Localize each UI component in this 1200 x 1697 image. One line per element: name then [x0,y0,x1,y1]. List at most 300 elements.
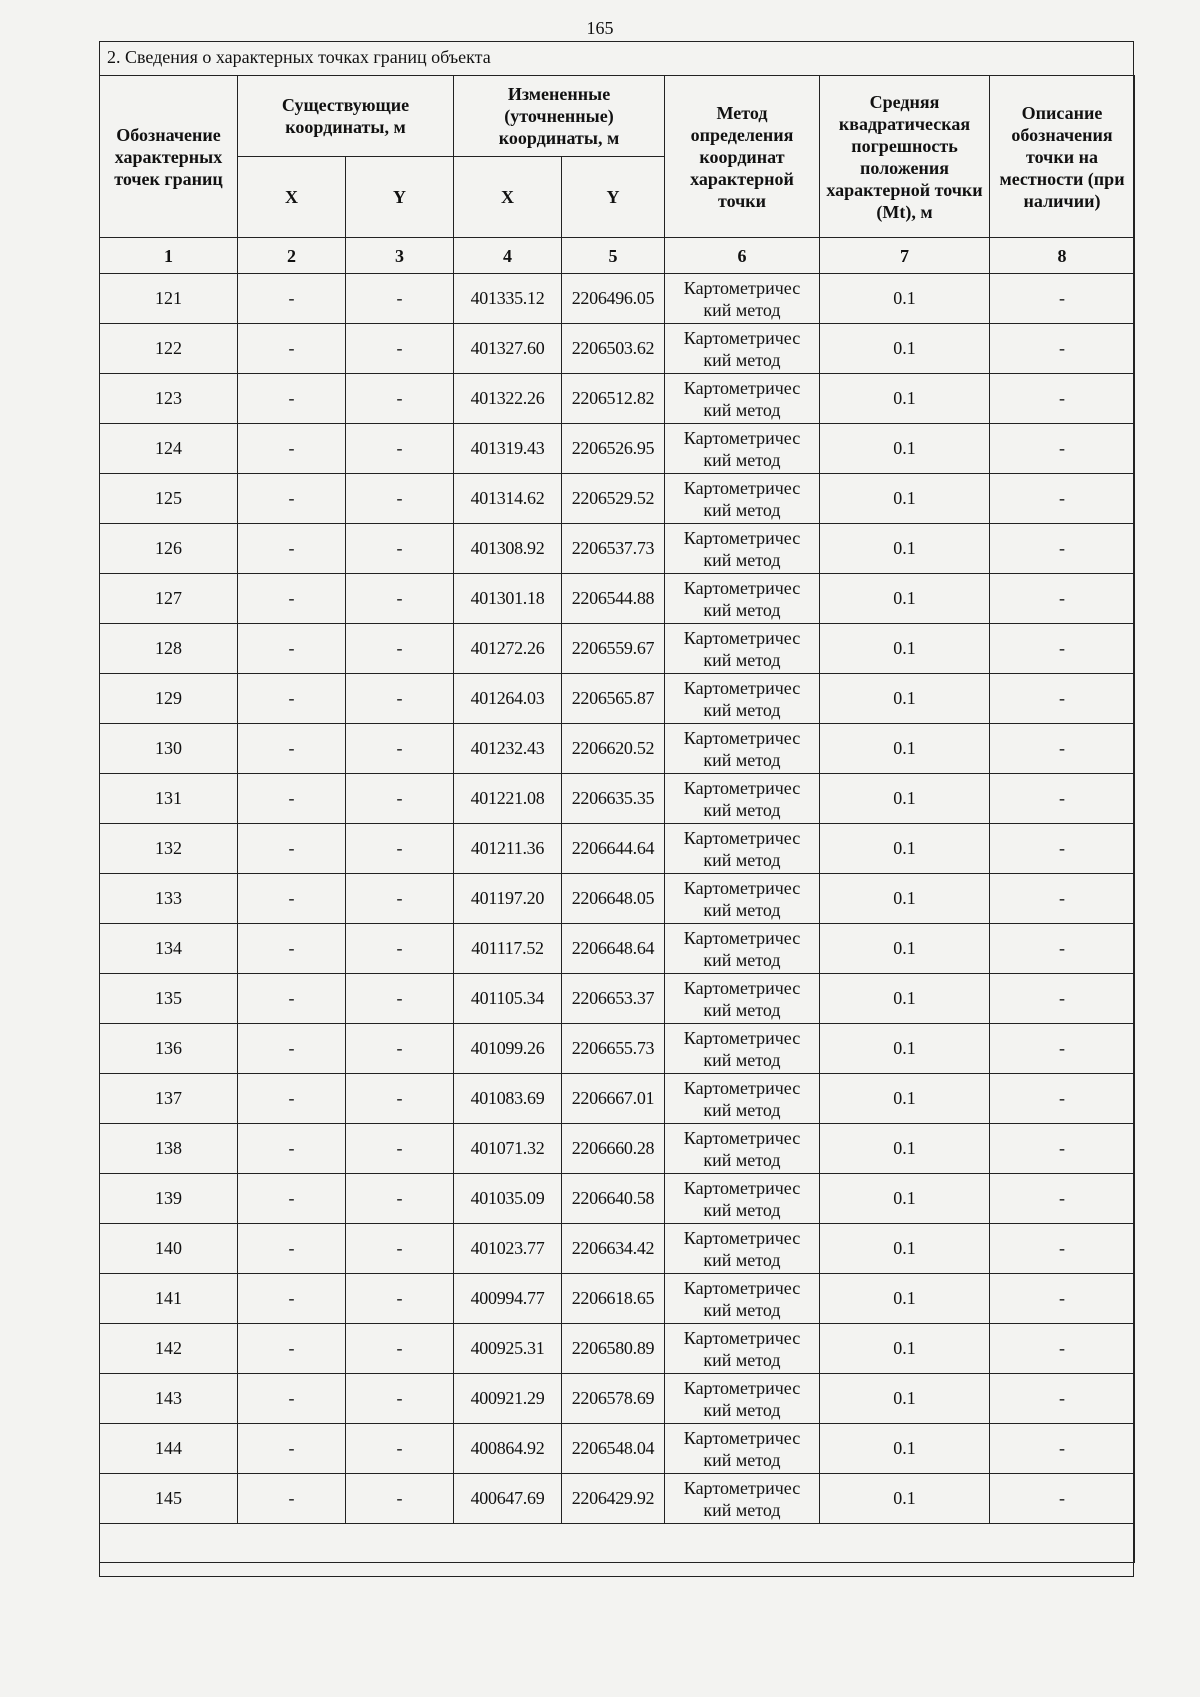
description-cell: - [990,1474,1135,1524]
method-cell [665,1124,820,1174]
method-text-line: Картометричес [683,1177,801,1198]
error-cell: 0.1 [820,1024,990,1074]
method-text-line: кий метод [703,1149,781,1170]
method-text-line: Картометричес [683,327,801,348]
point-number-cell: 122 [100,324,238,374]
table-row [100,1124,1135,1174]
existing-y-cell: - [346,424,454,474]
changed-y-cell: 2206618.65 [562,1274,665,1324]
point-number-cell: 143 [100,1374,238,1424]
table-row [100,1074,1135,1124]
existing-y-cell: - [346,1074,454,1124]
error-cell: 0.1 [820,1324,990,1374]
error-cell: 0.1 [820,874,990,924]
method-cell [665,1224,820,1274]
error-cell: 0.1 [820,1124,990,1174]
description-cell: - [990,724,1135,774]
changed-x-cell: 400994.77 [454,1274,562,1324]
method-text-line: кий метод [703,449,781,470]
table-row [100,1274,1135,1324]
point-number-cell: 128 [100,624,238,674]
method-text-line: Картометричес [683,927,801,948]
changed-y-cell: 2206559.67 [562,624,665,674]
changed-x-cell: 401105.34 [454,974,562,1024]
changed-x-cell: 401314.62 [454,474,562,524]
header-designation: Обозначение характерных точек границ [100,76,238,238]
existing-y-cell: - [346,1324,454,1374]
column-number: 8 [990,238,1135,274]
method-text-line: кий метод [703,949,781,970]
method-cell [665,424,820,474]
point-number-cell: 121 [100,274,238,324]
description-cell: - [990,874,1135,924]
error-cell: 0.1 [820,474,990,524]
changed-y-cell: 2206644.64 [562,824,665,874]
method-text-line: Картометричес [683,527,801,548]
existing-y-cell: - [346,274,454,324]
point-number-cell: 142 [100,1324,238,1374]
changed-y-cell: 2206529.52 [562,474,665,524]
changed-y-cell: 2206648.64 [562,924,665,974]
changed-x-cell: 401221.08 [454,774,562,824]
point-number-cell: 125 [100,474,238,524]
method-text-line: кий метод [703,749,781,770]
method-text-line: Картометричес [683,427,801,448]
method-text-line: Картометричес [683,277,801,298]
point-number-cell: 139 [100,1174,238,1224]
table-header [100,76,1135,274]
error-cell: 0.1 [820,674,990,724]
existing-x-cell: - [238,1024,346,1074]
description-cell: - [990,1274,1135,1324]
header-description: Описание обозначения точки на местности (при наличии) [990,76,1135,238]
description-cell: - [990,474,1135,524]
description-cell: - [990,1324,1135,1374]
method-text-line: кий метод [703,549,781,570]
table-row [100,374,1135,424]
changed-y-cell: 2206429.92 [562,1474,665,1524]
error-cell: 0.1 [820,524,990,574]
method-text-line: кий метод [703,699,781,720]
method-text-line: кий метод [703,399,781,420]
point-number-cell: 144 [100,1424,238,1474]
existing-x-cell: - [238,574,346,624]
changed-y-cell: 2206496.05 [562,274,665,324]
method-text-line: кий метод [703,1249,781,1270]
point-number-cell: 140 [100,1224,238,1274]
method-cell [665,1274,820,1324]
changed-y-cell: 2206660.28 [562,1124,665,1174]
changed-x-cell: 401099.26 [454,1024,562,1074]
changed-y-cell: 2206565.87 [562,674,665,724]
changed-y-cell: 2206653.37 [562,974,665,1024]
error-cell: 0.1 [820,974,990,1024]
point-number-cell: 131 [100,774,238,824]
method-text-line: кий метод [703,1199,781,1220]
header-existing-x: X [238,157,346,238]
error-cell: 0.1 [820,374,990,424]
table-row [100,1324,1135,1374]
existing-y-cell: - [346,324,454,374]
description-cell: - [990,1124,1135,1174]
existing-x-cell: - [238,474,346,524]
changed-y-cell: 2206548.04 [562,1424,665,1474]
method-cell [665,674,820,724]
existing-y-cell: - [346,624,454,674]
error-cell: 0.1 [820,424,990,474]
existing-y-cell: - [346,924,454,974]
description-cell: - [990,774,1135,824]
point-number-cell: 124 [100,424,238,474]
table-row [100,674,1135,724]
existing-y-cell: - [346,1274,454,1324]
changed-x-cell: 401264.03 [454,674,562,724]
point-number-cell: 130 [100,724,238,774]
existing-x-cell: - [238,1224,346,1274]
method-cell [665,924,820,974]
table-row [100,924,1135,974]
existing-y-cell: - [346,1474,454,1524]
table-row [100,1374,1135,1424]
existing-x-cell: - [238,274,346,324]
existing-x-cell: - [238,924,346,974]
method-cell [665,974,820,1024]
column-number: 4 [454,238,562,274]
table-body [100,274,1135,1563]
changed-x-cell: 401308.92 [454,524,562,574]
description-cell: - [990,974,1135,1024]
column-number: 1 [100,238,238,274]
method-cell [665,524,820,574]
existing-x-cell: - [238,1424,346,1474]
changed-x-cell: 401335.12 [454,274,562,324]
changed-y-cell: 2206537.73 [562,524,665,574]
table-row [100,874,1135,924]
existing-y-cell: - [346,1024,454,1074]
existing-x-cell: - [238,374,346,424]
page-number: 165 [586,18,614,38]
method-text-line: кий метод [703,499,781,520]
method-text-line: Картометричес [683,677,801,698]
point-number-cell: 135 [100,974,238,1024]
method-text-line: Картометричес [683,977,801,998]
header-existing-y: Y [346,157,454,238]
description-cell: - [990,524,1135,574]
column-number: 5 [562,238,665,274]
existing-y-cell: - [346,724,454,774]
changed-x-cell: 401035.09 [454,1174,562,1224]
header-changed-x: X [454,157,562,238]
existing-y-cell: - [346,524,454,574]
table-row [100,774,1135,824]
column-number: 2 [238,238,346,274]
method-cell [665,1174,820,1224]
changed-x-cell: 400864.92 [454,1424,562,1474]
description-cell: - [990,1424,1135,1474]
existing-y-cell: - [346,374,454,424]
changed-x-cell: 401327.60 [454,324,562,374]
changed-y-cell: 2206526.95 [562,424,665,474]
existing-x-cell: - [238,674,346,724]
description-cell: - [990,1074,1135,1124]
existing-y-cell: - [346,574,454,624]
point-number-cell: 129 [100,674,238,724]
changed-y-cell: 2206635.35 [562,774,665,824]
changed-x-cell: 401211.36 [454,824,562,874]
existing-x-cell: - [238,624,346,674]
changed-y-cell: 2206578.69 [562,1374,665,1424]
method-text-line: Картометричес [683,877,801,898]
existing-y-cell: - [346,1224,454,1274]
changed-x-cell: 401322.26 [454,374,562,424]
existing-x-cell: - [238,724,346,774]
table-row [100,274,1135,324]
table-row [100,824,1135,874]
table-row [100,974,1135,1024]
table-row [100,1474,1135,1524]
description-cell: - [990,1374,1135,1424]
changed-x-cell: 401301.18 [454,574,562,624]
existing-y-cell: - [346,674,454,724]
error-cell: 0.1 [820,1374,990,1424]
description-cell: - [990,1224,1135,1274]
error-cell: 0.1 [820,774,990,824]
description-cell: - [990,374,1135,424]
error-cell: 0.1 [820,324,990,374]
method-text-line: кий метод [703,1349,781,1370]
existing-x-cell: - [238,1074,346,1124]
description-cell: - [990,824,1135,874]
error-cell: 0.1 [820,624,990,674]
method-text-line: Картометричес [683,1327,801,1348]
existing-x-cell: - [238,1124,346,1174]
method-text-line: Картометричес [683,1377,801,1398]
existing-x-cell: - [238,324,346,374]
method-text-line: кий метод [703,1399,781,1420]
method-cell [665,1324,820,1374]
method-cell [665,874,820,924]
changed-x-cell: 401083.69 [454,1074,562,1124]
empty-cell [100,1524,1135,1563]
boundary-points-table [99,75,1135,1563]
table-row [100,1174,1135,1224]
method-text-line: Картометричес [683,627,801,648]
changed-x-cell: 401117.52 [454,924,562,974]
existing-x-cell: - [238,424,346,474]
header-changed-y: Y [562,157,665,238]
changed-y-cell: 2206512.82 [562,374,665,424]
point-number-cell: 137 [100,1074,238,1124]
table-row [100,1024,1135,1074]
existing-x-cell: - [238,874,346,924]
error-cell: 0.1 [820,824,990,874]
description-cell: - [990,324,1135,374]
method-text-line: Картометричес [683,1077,801,1098]
error-cell: 0.1 [820,924,990,974]
description-cell: - [990,1024,1135,1074]
table-row [100,474,1135,524]
table-row [100,424,1135,474]
method-cell [665,374,820,424]
point-number-cell: 138 [100,1124,238,1174]
method-cell [665,624,820,674]
description-cell: - [990,924,1135,974]
method-cell [665,324,820,374]
description-cell: - [990,624,1135,674]
existing-x-cell: - [238,774,346,824]
point-number-cell: 145 [100,1474,238,1524]
existing-x-cell: - [238,524,346,574]
changed-y-cell: 2206634.42 [562,1224,665,1274]
column-number: 7 [820,238,990,274]
changed-x-cell: 401197.20 [454,874,562,924]
point-number-cell: 127 [100,574,238,624]
empty-table-row [100,1524,1135,1563]
description-cell: - [990,424,1135,474]
existing-x-cell: - [238,1274,346,1324]
existing-x-cell: - [238,1374,346,1424]
existing-x-cell: - [238,1474,346,1524]
existing-y-cell: - [346,824,454,874]
method-cell [665,274,820,324]
error-cell: 0.1 [820,1174,990,1224]
method-text-line: кий метод [703,1049,781,1070]
method-text-line: Картометричес [683,827,801,848]
changed-y-cell: 2206620.52 [562,724,665,774]
point-number-cell: 126 [100,524,238,574]
existing-y-cell: - [346,474,454,524]
method-cell [665,574,820,624]
method-cell [665,1374,820,1424]
method-text-line: кий метод [703,649,781,670]
changed-x-cell: 401071.32 [454,1124,562,1174]
method-cell [665,1474,820,1524]
existing-y-cell: - [346,1424,454,1474]
method-text-line: Картометричес [683,777,801,798]
method-cell [665,474,820,524]
method-text-line: Картометричес [683,377,801,398]
description-cell: - [990,674,1135,724]
method-text-line: кий метод [703,1499,781,1520]
existing-y-cell: - [346,1174,454,1224]
error-cell: 0.1 [820,1224,990,1274]
method-text-line: Картометричес [683,1477,801,1498]
existing-y-cell: - [346,874,454,924]
changed-y-cell: 2206640.58 [562,1174,665,1224]
method-text-line: кий метод [703,899,781,920]
method-text-line: кий метод [703,849,781,870]
changed-x-cell: 401023.77 [454,1224,562,1274]
header-error: Средняя квадратическая погрешность положения характерной точки (Mt), м [820,76,990,238]
existing-y-cell: - [346,1374,454,1424]
point-number-cell: 133 [100,874,238,924]
document-frame [99,41,1134,1577]
error-cell: 0.1 [820,1474,990,1524]
existing-y-cell: - [346,1124,454,1174]
existing-x-cell: - [238,824,346,874]
method-cell [665,1074,820,1124]
method-cell [665,1424,820,1474]
changed-y-cell: 2206667.01 [562,1074,665,1124]
column-number: 3 [346,238,454,274]
method-cell [665,824,820,874]
table-row [100,524,1135,574]
method-text-line: Картометричес [683,1127,801,1148]
method-text-line: Картометричес [683,1027,801,1048]
changed-x-cell: 401232.43 [454,724,562,774]
existing-x-cell: - [238,974,346,1024]
changed-x-cell: 401319.43 [454,424,562,474]
changed-x-cell: 400647.69 [454,1474,562,1524]
error-cell: 0.1 [820,1424,990,1474]
column-number: 6 [665,238,820,274]
header-method: Метод определения координат характерной точки [665,76,820,238]
method-text-line: кий метод [703,1099,781,1120]
changed-y-cell: 2206580.89 [562,1324,665,1374]
description-cell: - [990,1174,1135,1224]
existing-y-cell: - [346,974,454,1024]
method-text-line: кий метод [703,799,781,820]
header-existing-coords: Существующие координаты, м [238,76,454,157]
description-cell: - [990,574,1135,624]
method-text-line: кий метод [703,999,781,1020]
point-number-cell: 136 [100,1024,238,1074]
existing-x-cell: - [238,1174,346,1224]
method-text-line: кий метод [703,1449,781,1470]
changed-y-cell: 2206655.73 [562,1024,665,1074]
method-cell [665,724,820,774]
table-row [100,724,1135,774]
point-number-cell: 132 [100,824,238,874]
changed-x-cell: 401272.26 [454,624,562,674]
method-text-line: кий метод [703,1299,781,1320]
error-cell: 0.1 [820,1274,990,1324]
method-text-line: кий метод [703,349,781,370]
error-cell: 0.1 [820,574,990,624]
point-number-cell: 134 [100,924,238,974]
error-cell: 0.1 [820,724,990,774]
description-cell: - [990,274,1135,324]
error-cell: 0.1 [820,1074,990,1124]
section-title: 2. Сведения о характерных точках границ объекта [100,42,1133,76]
changed-x-cell: 400921.29 [454,1374,562,1424]
existing-y-cell: - [346,774,454,824]
changed-x-cell: 400925.31 [454,1324,562,1374]
changed-y-cell: 2206544.88 [562,574,665,624]
method-cell [665,774,820,824]
error-cell: 0.1 [820,274,990,324]
existing-x-cell: - [238,1324,346,1374]
table-row [100,1224,1135,1274]
changed-y-cell: 2206648.05 [562,874,665,924]
header-changed-coords: Измененные (уточненные) координаты, м [454,76,665,157]
point-number-cell: 123 [100,374,238,424]
method-text-line: Картометричес [683,727,801,748]
method-text-line: Картометричес [683,1227,801,1248]
method-text-line: Картометричес [683,1277,801,1298]
method-text-line: Картометричес [683,1427,801,1448]
table-row [100,324,1135,374]
changed-y-cell: 2206503.62 [562,324,665,374]
point-number-cell: 141 [100,1274,238,1324]
method-text-line: Картометричес [683,577,801,598]
method-text-line: Картометричес [683,477,801,498]
method-cell [665,1024,820,1074]
method-text-line: кий метод [703,299,781,320]
method-text-line: кий метод [703,599,781,620]
table-row [100,1424,1135,1474]
table-row [100,574,1135,624]
